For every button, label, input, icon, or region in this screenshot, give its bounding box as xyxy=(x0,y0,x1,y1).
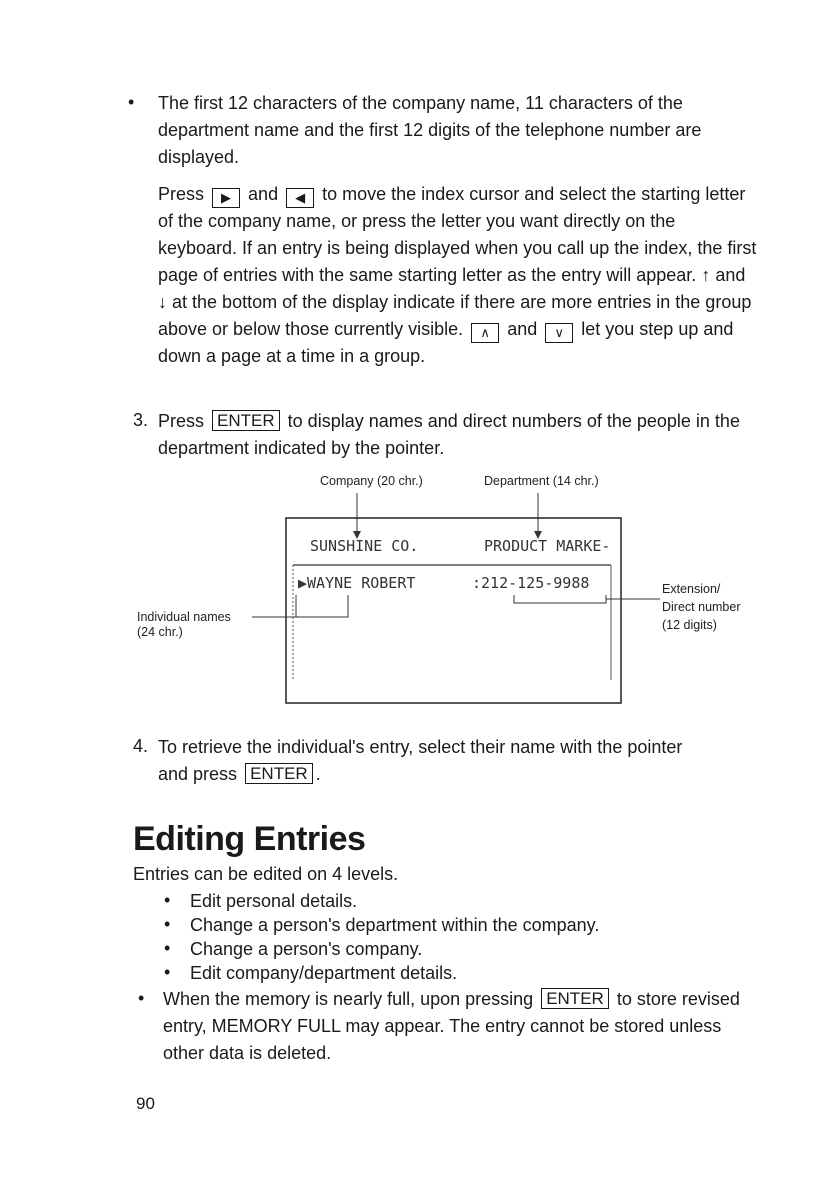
step4-line1: To retrieve the individual's entry, select their name with the pointer xyxy=(158,737,683,757)
step4-line2 xyxy=(158,761,321,788)
label-individual-line2: (24 chr.) xyxy=(137,625,183,639)
intro-bullet-text: The first 12 characters of the company name, 11 characters of the department name and the first 12 digits of the telephone number are displayed. xyxy=(158,93,702,167)
bullet-dot: • xyxy=(164,914,171,934)
bullet-dot: • xyxy=(164,938,171,958)
label-department: Department (14 chr.) xyxy=(484,474,599,488)
level-item: Change a person's department within the company. xyxy=(190,915,600,935)
press-para-text: to move the index cursor and select the starting letter of the company name, or press the letter you want directly on the keyboard. If an entry is being displayed when you call up the index, the first page of entries with the same starting letter as the entry will appear. xyxy=(158,184,757,285)
up-arrow-icon: ↑ xyxy=(701,265,711,285)
step3-number: 3. xyxy=(133,410,149,430)
screen-company: SUNSHINE CO. xyxy=(310,537,419,555)
down-arrow-icon: ↓ xyxy=(158,292,167,312)
enter-key-3: ENTER xyxy=(541,988,609,1009)
label-extension-line1: Extension/ xyxy=(662,582,721,596)
levels-intro: Entries can be edited on 4 levels. xyxy=(133,864,399,884)
step4-number: 4. xyxy=(133,736,149,756)
screen-name: ▶WAYNE ROBERT xyxy=(298,574,416,592)
step4-period: . xyxy=(315,764,321,784)
press-word: Press xyxy=(158,184,205,204)
label-individual-line1: Individual names xyxy=(137,610,231,624)
memory-text-2: to store revised entry, MEMORY FULL may appear. The entry cannot be stored unless other data is deleted. xyxy=(163,989,740,1063)
section-heading: Editing Entries xyxy=(133,820,366,858)
and-word-2: and xyxy=(715,265,746,285)
level-item: Change a person's company. xyxy=(190,939,423,959)
up-key: ∧ xyxy=(471,323,499,343)
memory-text-1: When the memory is nearly full, upon pressing xyxy=(163,989,534,1009)
bullet-dot: • xyxy=(128,92,135,112)
press-para-text-2: at the bottom of the display indicate if there are more entries in the group above or below those currently visible. xyxy=(158,292,752,339)
step3-text xyxy=(158,408,758,462)
enter-key-2: ENTER xyxy=(245,763,313,784)
press-paragraph xyxy=(158,181,758,370)
screen-number: :212-125-9988 xyxy=(472,574,590,592)
bullet-dot: • xyxy=(164,890,171,910)
bullet-dot: • xyxy=(138,988,145,1008)
left-arrow-key: ◀ xyxy=(286,188,314,208)
enter-key: ENTER xyxy=(212,410,280,431)
page-number: 90 xyxy=(136,1094,155,1113)
step3-description: to display names and direct numbers of the people in the department indicated by the pointer. xyxy=(158,411,740,458)
lcd-diagram xyxy=(0,465,839,725)
level-item: Edit personal details. xyxy=(190,891,358,911)
and-word: and xyxy=(248,184,279,204)
screen-department: PRODUCT MARKE- xyxy=(484,537,611,555)
level-item: Edit company/department details. xyxy=(190,963,458,983)
press-para-text-3: let you step up and down a page at a time in a group. xyxy=(158,319,734,366)
down-key: ∨ xyxy=(545,323,573,343)
label-company: Company (20 chr.) xyxy=(320,474,423,488)
and-word-3: and xyxy=(507,319,538,339)
right-arrow-key: ▶ xyxy=(212,188,240,208)
step3-press: Press xyxy=(158,411,205,431)
step4-press: and press xyxy=(158,764,238,784)
label-extension-line3: (12 digits) xyxy=(662,618,717,632)
memory-note xyxy=(163,986,763,1067)
label-extension-line2: Direct number xyxy=(662,600,741,614)
bullet-dot: • xyxy=(164,962,171,982)
